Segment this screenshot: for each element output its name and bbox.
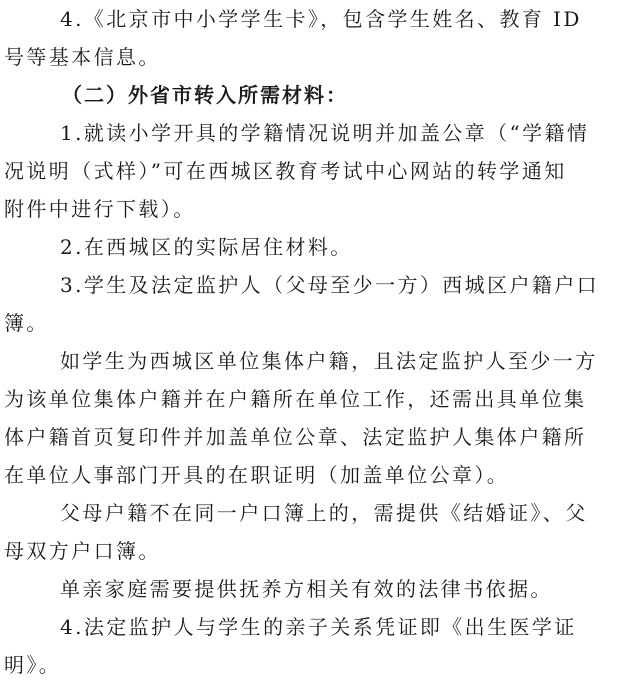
text-line: 4.《北京市中小学学生卡》，包含学生姓名、教育 ID (60, 7, 582, 31)
text-line: 如学生为西城区单位集体户籍，且法定监护人至少一方 (60, 349, 598, 373)
text-line: 况说明（式样）”可在西城区教育考试中心网站的转学通知 (4, 159, 567, 183)
text-line: 父母户籍不在同一户口簿上的，需提供《结婚证》、父 (60, 501, 588, 525)
text-line: 明》。 (4, 653, 62, 677)
text-line: 母双方户口簿。 (4, 539, 161, 563)
text-line: 簿。 (4, 311, 49, 335)
text-line: 在单位人事部门开具的在职证明（加盖单位公章）。 (4, 463, 510, 487)
text-line: 号等基本信息。 (4, 45, 161, 69)
text-line: 为该单位集体户籍并在户籍所在单位工作，还需出具单位集 (4, 387, 587, 411)
section-heading: （二）外省市转入所需材料： (62, 83, 348, 107)
text-line: 4.法定监护人与学生的亲子关系凭证即《出生医学证 (60, 615, 577, 639)
text-line: 体户籍首页复印件并加盖单位公章、法定监护人集体户籍所 (4, 425, 587, 449)
text-line: 3.学生及法定监护人（父母至少一方）西城区户籍户口 (60, 273, 600, 297)
text-line: 2.在西城区的实际居住材料。 (60, 235, 353, 259)
text-line: 附件中进行下载）。 (4, 197, 196, 221)
text-line: 1.就读小学开具的学籍情况说明并加盖公章（“学籍情 (60, 121, 590, 145)
text-line: 单亲家庭需要提供抚养方相关有效的法律书依据。 (60, 577, 553, 601)
